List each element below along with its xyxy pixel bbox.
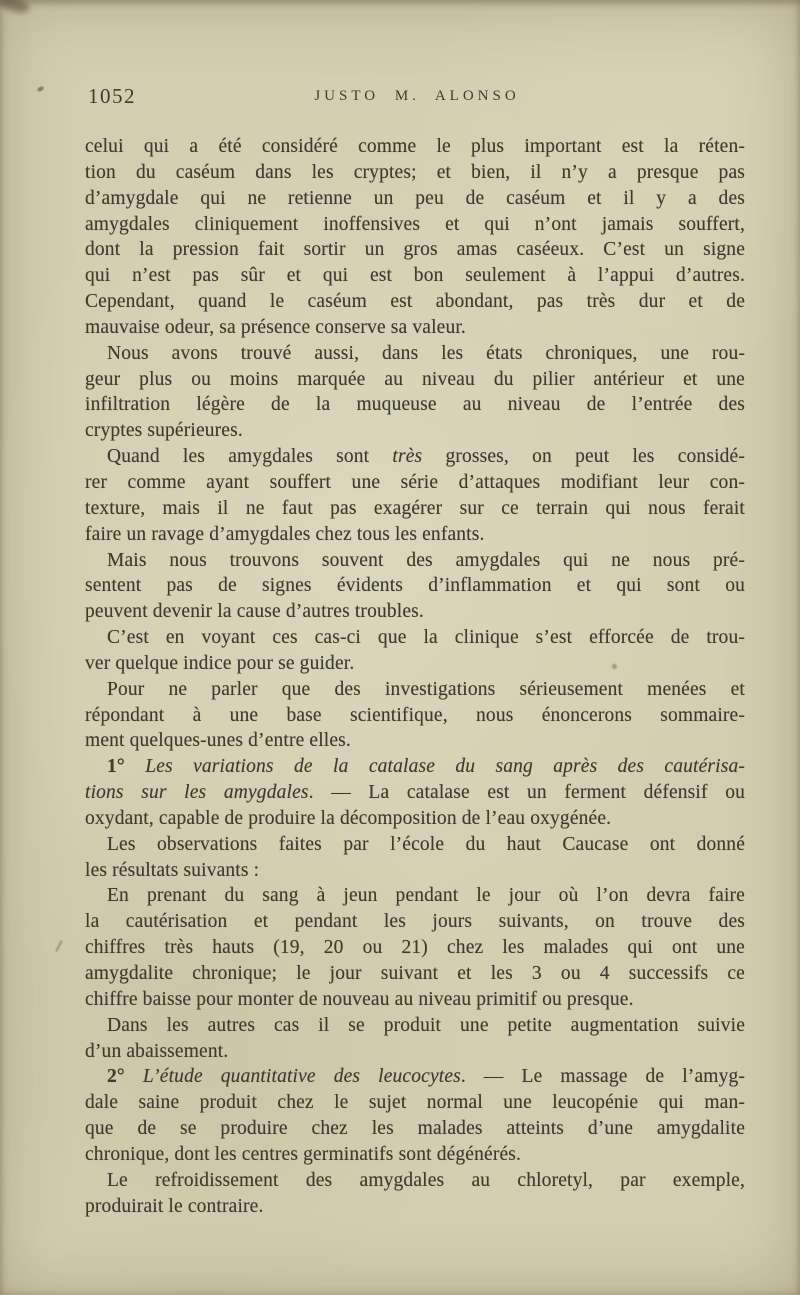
running-title: JUSTO M. ALONSO [314, 88, 520, 104]
text-line [85, 754, 745, 780]
text-segment: Cependant, quand le caséum est abondant, pas très dur et de [85, 291, 745, 313]
italic-text: Les variations de la catalase du sang après des cautérisa- [145, 756, 745, 778]
text-segment: peuvent devenir la cause d’autres troubles. [85, 601, 424, 623]
text-line [85, 573, 745, 599]
text-line [85, 1064, 745, 1090]
text-line [85, 703, 745, 729]
text-line [85, 160, 745, 186]
text-segment: Dans les autres cas il se produit une petite augmentation suivie [107, 1014, 745, 1036]
text-line [85, 1168, 745, 1194]
text-line [85, 418, 745, 444]
text-line [85, 909, 745, 935]
page-header [0, 84, 800, 118]
text-segment: qui n’est pas sûr et qui est bon seulement à l’appui d’autres. [85, 265, 745, 287]
text-segment: produirait le contraire. [85, 1195, 264, 1217]
text-segment: chronique, dont les centres germinatifs sont dégénérés. [85, 1143, 522, 1165]
text-segment: celui qui a été considéré comme le plus important est la réten- [85, 136, 745, 157]
italic-text: très [392, 446, 423, 468]
text-segment: C’est en voyant ces cas-ci que la clinique s’est efforcée de trou- [107, 627, 745, 649]
text-segment: . — La catalase est un ferment défensif ou [308, 782, 745, 804]
text-segment: chiffres très hauts (19, 20 ou 21) chez les malades qui ont une [85, 937, 745, 959]
italic-text: L’étude quantitative des leucocytes [142, 1066, 461, 1088]
text-segment: Quand les amygdales sont [107, 446, 393, 468]
text-line [85, 263, 745, 289]
text-segment: oxydant, capable de produire la décomposition de l’eau oxygénée. [85, 807, 612, 829]
text-line [85, 651, 745, 677]
text-line [85, 935, 745, 961]
page-number: 1052 [88, 84, 136, 108]
text-line [85, 392, 745, 418]
text-line [85, 212, 745, 238]
text-line [85, 728, 745, 754]
text-segment: Pour ne parler que des investigations sérieusement menées et [107, 678, 745, 700]
text-segment: Le refroidissement des amygdales au chloretyl, par exemple, [107, 1169, 745, 1191]
text-line [85, 367, 745, 393]
text-line [85, 237, 745, 263]
text-line [85, 1039, 745, 1065]
text-segment: texture, mais il ne faut pas exagérer sur ce terrain qui nous ferait [85, 497, 745, 519]
scan-smudge [0, 0, 31, 16]
text-segment: rer comme ayant souffert une série d’attaques modifiant leur con- [85, 471, 745, 493]
text-segment: d’un abaissement. [85, 1040, 229, 1062]
text-segment: sentent pas de signes évidents d’inflammation et qui sont ou [85, 575, 745, 597]
text-line [85, 186, 745, 212]
text-segment: la cautérisation et pendant les jours suivants, on trouve des [85, 911, 745, 933]
text-segment: faire un ravage d’amygdales chez tous les enfants. [85, 523, 485, 545]
text-segment [125, 756, 145, 777]
text-line [85, 496, 745, 522]
text-segment: dale saine produit chez le sujet normal une leucopénie qui man- [85, 1092, 745, 1114]
text-segment: . — Le massage de l’amyg- [460, 1066, 746, 1088]
text-line [85, 315, 745, 341]
text-segment: En prenant du sang à jeun pendant le jour où l’on devra faire [107, 885, 745, 907]
text-line [85, 987, 745, 1013]
text-line [85, 832, 745, 858]
bold-text: 1° [107, 756, 125, 778]
text-line [85, 470, 745, 496]
text-segment: ver quelque indice pour se guider. [85, 652, 355, 674]
text-segment: tion du caséum dans les cryptes; et bien, il n’y a presque pas [85, 161, 745, 183]
ink-speck [55, 940, 62, 952]
text-line [85, 625, 745, 651]
text-segment: infiltration légère de la muqueuse au niveau de l’entrée des [85, 394, 745, 416]
text-line [85, 780, 745, 806]
text-line [85, 883, 745, 909]
text-line [85, 548, 745, 574]
text-line [85, 961, 745, 987]
text-segment: que de se produire chez les malades atteints d’une amygdalite [85, 1118, 745, 1140]
text-line [85, 1090, 745, 1116]
text-segment: cryptes supérieures. [85, 420, 243, 442]
text-segment: chiffre baisse pour monter de nouveau au niveau primitif ou presque. [85, 988, 634, 1010]
text-line [85, 858, 745, 884]
text-segment: mauvaise odeur, sa présence conserve sa valeur. [85, 316, 466, 338]
text-line [85, 1142, 745, 1168]
text-line [85, 1013, 745, 1039]
text-segment [125, 1066, 143, 1087]
text-segment: les résultats suivants : [85, 859, 260, 881]
text-line [85, 444, 745, 470]
text-line [85, 677, 745, 703]
text-segment: Mais nous trouvons souvent des amygdales qui ne nous pré- [107, 549, 745, 571]
text-segment: Les observations faites par l’école du haut Caucase ont donné [107, 833, 745, 855]
italic-text: tions sur les amygdales [85, 782, 309, 804]
text-segment: ment quelques-unes d’entre elles. [85, 730, 351, 752]
text-line [85, 289, 745, 315]
text-segment: grosses, on peut les considé- [422, 446, 745, 468]
text-line [85, 806, 745, 832]
text-segment: geur plus ou moins marquée au niveau du pilier antérieur et une [85, 368, 745, 390]
text-line [85, 1194, 745, 1220]
text-line [85, 599, 745, 625]
text-segment: amygdalite chronique; le jour suivant et les 3 ou 4 successifs ce [85, 963, 745, 984]
text-segment: amygdales cliniquement inoffensives et qui n’ont jamais souffert, [85, 213, 745, 235]
bold-text: 2° [107, 1066, 125, 1088]
text-segment: dont la pression fait sortir un gros amas caséeux. C’est un signe [85, 239, 745, 261]
text-line [85, 1116, 745, 1142]
text-segment: Nous avons trouvé aussi, dans les états chroniques, une rou- [107, 342, 745, 364]
text-segment: répondant à une base scientifique, nous énoncerons sommaire- [85, 704, 745, 726]
text-line [85, 134, 745, 160]
text-line [85, 522, 745, 548]
text-line [85, 341, 745, 367]
text-segment: d’amygdale qui ne retienne un peu de caséum et il y a des [85, 187, 745, 209]
text-block [85, 134, 745, 1219]
